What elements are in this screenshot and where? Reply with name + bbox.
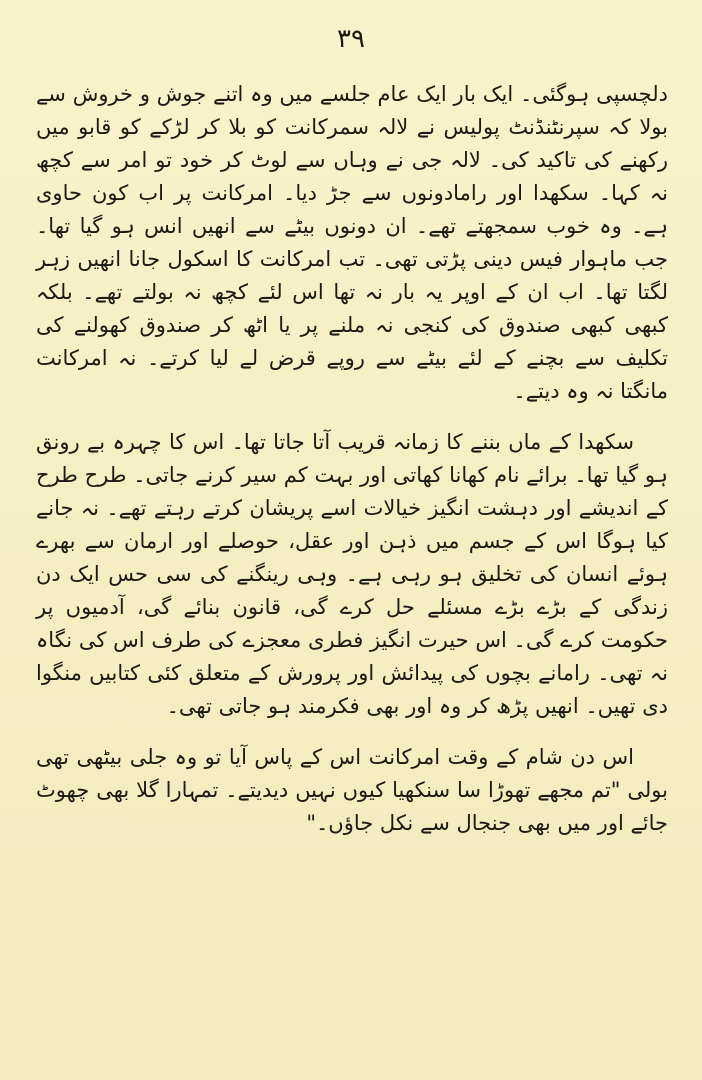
paragraph-2: سکھدا کے ماں بننے کا زمانہ قریب آتا جاتا تھا۔ اس کا چہرہ بے رونق ہو گیا تھا۔ برائے نام کھانا کھاتی اور بہت کم سیر کرنے جاتی۔ طرح طرح کے اندیشے اور دہشت انگیز خیالات اسے پریشان کرتے رہتے تھے۔ نہ جانے کیا ہوگا اس کے جسم میں ذہن اور عقل، حوصلے اور ارمان سے بھرے ہوئے انسان کی تخلیق ہو رہی ہے۔ وہی رینگنے کی سی حس ایک دن زندگی کے بڑے بڑے مسئلے حل کرے گی، قانون بنائے گی، آدمیوں پر حکومت کرے گی۔ اس حیرت انگیز فطری معجزے کی طرف اس کی نگاہ نہ تھی۔ رامانے بچوں کی پیدائش اور پرورش کے متعلق کئی کتابیں منگوا دی تھیں۔ انھیں پڑھ کر وہ اور بھی فکرمند ہو جاتی تھی۔ <box>36 430 668 718</box>
paragraph-3: اس دن شام کے وقت امرکانت اس کے پاس آیا تو وہ جلی بیٹھی تھی بولی "تم مجھے تھوڑا سا سنکھیا کیوں نہیں دیدیتے۔ تمہارا گلا بھی چھوٹ جائے اور میں بھی جنجال سے نکل جاؤں۔" <box>36 745 668 835</box>
page-number: ۳۹ <box>337 24 365 54</box>
body-text <box>36 78 668 850</box>
paragraph-1: دلچسپی ہوگئی۔ ایک بار ایک عام جلسے میں وہ اتنے جوش و خروش سے بولا کہ سپرنٹنڈنٹ پولیس نے لالہ سمرکانت کو بلا کر لڑکے کو قابو میں رکھنے کی تاکید کی۔ لالہ جی نے وہاں سے لوٹ کر خود تو امر سے کچھ نہ کہا۔ سکھدا اور رامادونوں سے جڑ دیا۔ امرکانت پر اب کون حاوی ہے۔ وہ خوب سمجھتے تھے۔ ان دونوں بیٹے سے انھیں انس ہو گیا تھا۔ جب ماہوار فیس دینی پڑتی تھی۔ تب امرکانت کا اسکول جانا انھیں زہر لگتا تھا۔ اب ان کے اوپر یہ بار نہ تھا اس لئے کچھ نہ بولتے تھے۔ بلکہ کبھی کبھی صندوق کی کنجی نہ ملنے پر یا اٹھ کر صندوق کھولنے کی تکلیف سے بچنے کے لئے بیٹے سے روپے قرض لے لیا کرتے۔ نہ امرکانت مانگتا نہ وہ دیتے۔ <box>36 82 668 403</box>
